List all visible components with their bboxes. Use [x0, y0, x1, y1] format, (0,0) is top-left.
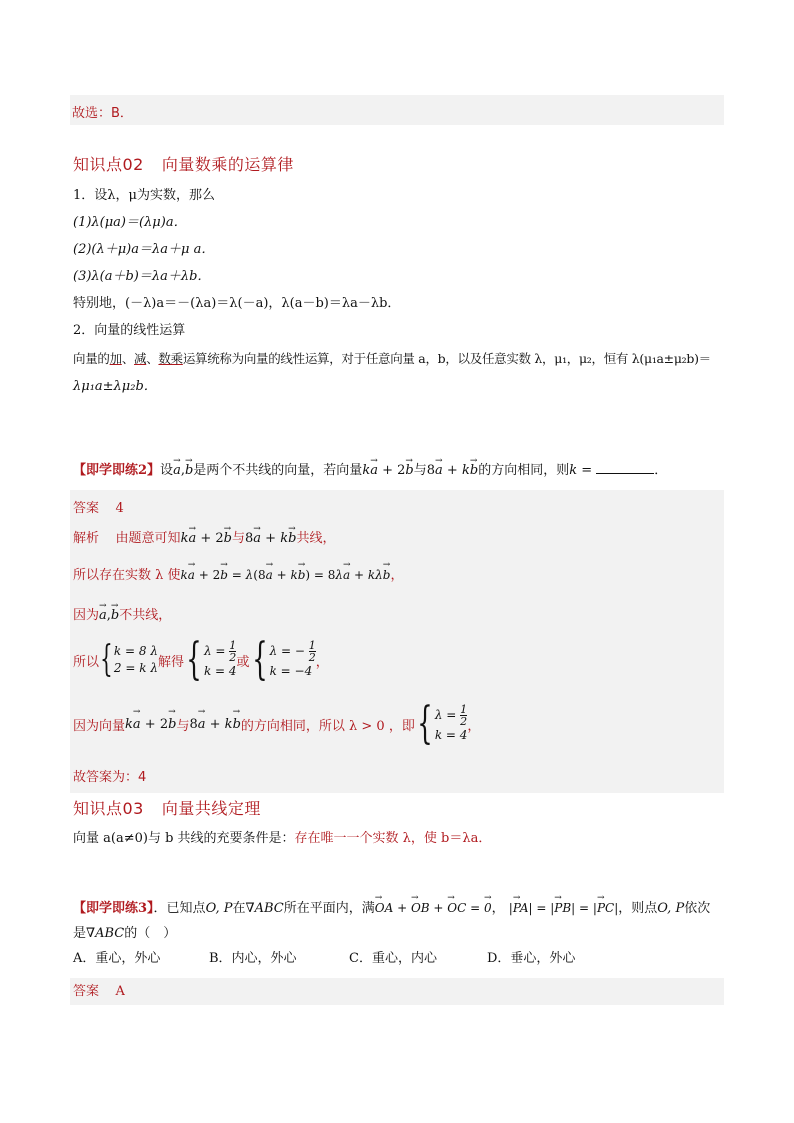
ex2-answer: 答案 4: [73, 501, 124, 516]
system-2: { λ = $\frac{1}{2}$ k = 4: [186, 634, 237, 685]
term-mul: 数乘: [158, 351, 183, 366]
section03-number: 知识点03: [73, 799, 144, 818]
s02-line3: (2)(λ＋μ)a＝λa＋μ a．: [73, 242, 215, 257]
section03-title: 向量共线定理: [161, 799, 261, 818]
ex3-question-line1: 【即学即练3】．已知点O, P在∇ABC所在平面内，满→ OA + → OB + → OC = → 0， |→ PA| = |→ PB| = |→ PC|，则点O, P依次: [73, 899, 710, 918]
option-b: B．内心，外心: [209, 951, 297, 966]
prev-answer-text: 故选：B．: [72, 106, 133, 121]
s02-line8: λμ₁a±λμ₂b．: [73, 379, 157, 394]
ex2-final: 故答案为：4: [73, 770, 147, 785]
s02-line5: 特别地，(－λ)a＝－(λa)＝λ(－a)，λ(a－b)＝λa－λb．: [73, 296, 401, 311]
term-add: 加: [109, 351, 122, 366]
ex2-analysis-line2: 所以存在实数 λ 使k→ a + 2→ b = λ(8→ a + k→ b) = 8λ→ a + kλ→ b，: [73, 566, 403, 585]
ex3-options: [73, 950, 673, 970]
section03-heading: [73, 796, 261, 819]
prev-answer-box: [70, 95, 724, 125]
ex2-tag: 【即学即练2】: [73, 463, 161, 478]
ex3-tag: 【即学即练3】: [73, 901, 154, 916]
ex2-question: 【即学即练2】设→ a,→ b是两个不共线的向量，若向量k→ a + 2→ b与8→ a + k→ b的方向相同，则k = ．: [73, 461, 667, 480]
s02-line2: (1)λ(μa)＝(λμ)a．: [73, 215, 187, 230]
option-a: A．重心，外心: [73, 951, 161, 966]
option-c: C．重心，内心: [349, 951, 437, 966]
ex2-analysis-line3: 因为→ a,→ b不共线，: [73, 607, 171, 625]
ex3-answer-box: [70, 978, 724, 1005]
system-4: { λ = $\frac{1}{2}$ k = 4: [417, 698, 468, 749]
section02-number: 知识点02: [73, 155, 144, 174]
s03-line: 向量 a(a≠0)与 b 共线的充要条件是：存在唯一一个实数 λ，使 b＝λa．: [73, 831, 492, 846]
ex3-answer: 答案 A: [73, 984, 125, 999]
s02-line4: (3)λ(a＋b)＝λa＋λb．: [73, 269, 211, 284]
system-3: { λ = − $\frac{1}{2}$ k = −4: [251, 634, 316, 685]
section02-heading: [73, 152, 294, 175]
ex2-answer-box: [70, 490, 724, 793]
section02-title: 向量数乘的运算律: [161, 155, 294, 174]
s02-line6: 2．向量的线性运算: [73, 323, 186, 338]
ex2-blank: [596, 461, 654, 474]
s02-line1: 1．设λ，μ为实数，那么: [73, 188, 215, 203]
term-sub: 减: [134, 351, 147, 366]
system-1: { k = 8 λ 2 = k λ: [100, 639, 158, 680]
ex2-analysis-line5: 因为向量 k→ a + 2→ b 与 8→ a + k→ b 的方向相同，所以 λ > 0 ，即 { λ = $\frac{1}{2}$ k = 4 ，: [73, 702, 480, 746]
ex2-analysis-line1: 解析 由题意可知k→ a + 2→ b与8→ a + k→ b共线，: [73, 530, 335, 548]
ex2-analysis-line4: 所以 { k = 8 λ 2 = k λ 解得 { λ = $\frac{1}{2}$ k = 4 或 { λ = − $\frac{1}{2}$ k = −4 ，: [73, 634, 329, 685]
option-d: D．垂心，外心: [487, 951, 576, 966]
s02-line7: 向量的加、减、数乘运算统称为向量的线性运算，对于任意向量 a，b，以及任意实数 λ，μ₁，μ₂，恒有 λ(μ₁a±μ₂b)＝: [73, 351, 711, 366]
ex3-question-line2: 是∇ABC的（ ）: [73, 926, 177, 941]
